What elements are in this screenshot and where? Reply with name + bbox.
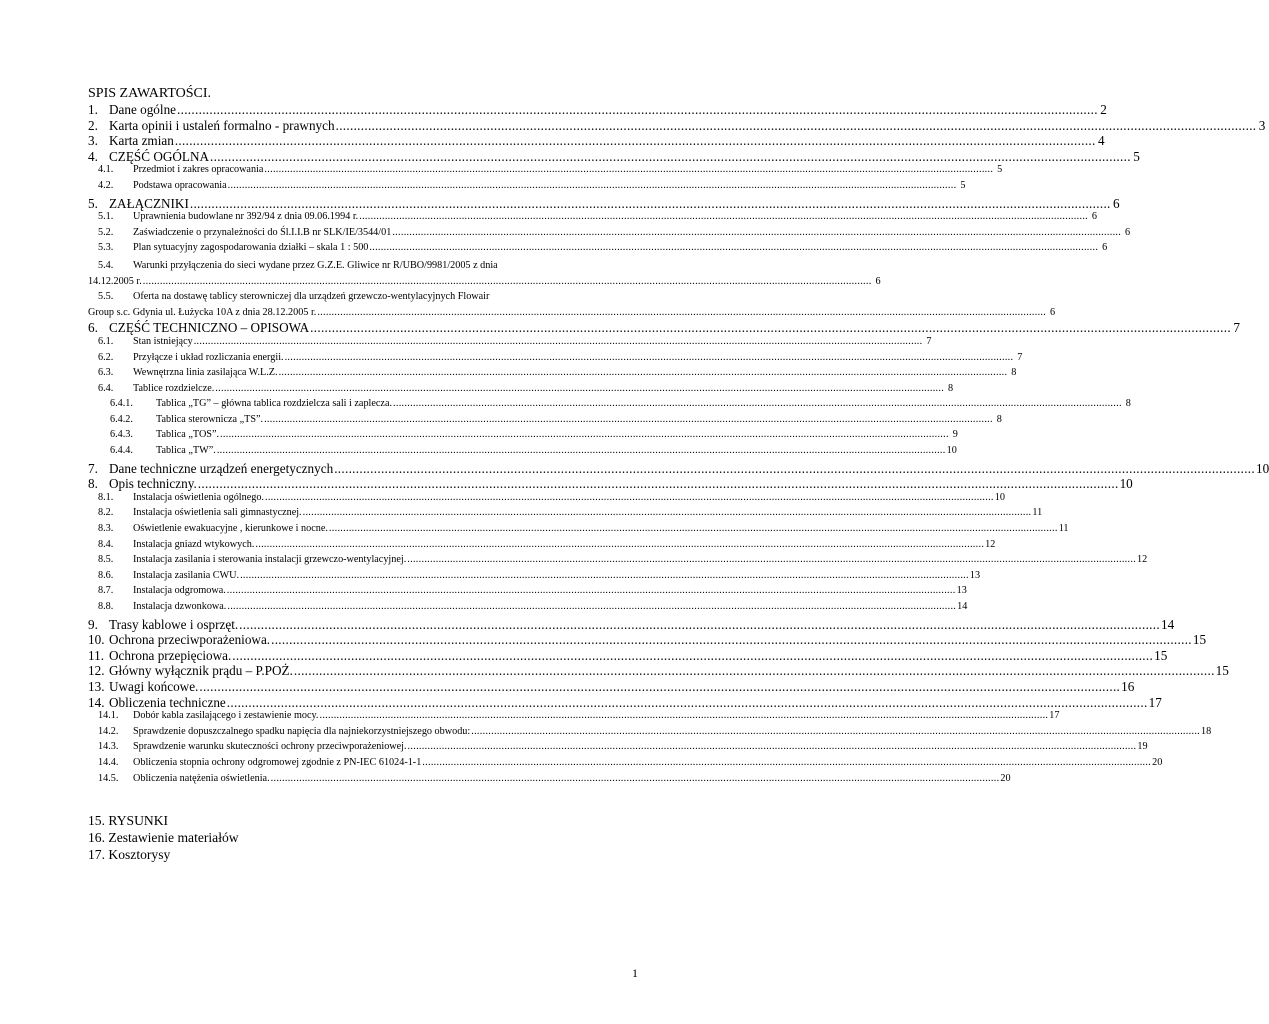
toc-entry	[88, 242, 1108, 258]
toc-entry-title: Podstawa opracowania	[133, 179, 227, 191]
toc-entry	[88, 179, 966, 196]
toc-entry-number: 14.4.	[98, 756, 119, 768]
toc-leader-dots	[210, 149, 1131, 165]
toc-entry-title: Tablice rozdzielcze.	[133, 382, 215, 394]
toc-entry-title: Instalacja oświetlenia ogólnego.	[133, 491, 264, 503]
toc-leader-dots	[217, 445, 946, 456]
toc-entry-title: Uwagi końcowe.	[109, 678, 199, 694]
toc-entry-page: 13	[969, 569, 981, 581]
toc-leader-dots	[264, 164, 993, 175]
toc-entry	[88, 148, 1140, 165]
toc-leader-dots	[310, 320, 1231, 336]
toc-entry-page: 8	[996, 413, 1002, 425]
toc-entry-page: 5	[997, 164, 1003, 176]
toc-entry-page: 12	[985, 538, 996, 550]
toc-entry-title: Warunki przyłączenia do sieci wydane przez G.Z.E. Gliwice nr R/UBO/9981/2005 z dnia	[133, 259, 498, 271]
toc-entry	[88, 476, 1133, 492]
toc-entry-title: Sprawdzenie dopuszczalnego spadku napięcia dla najniekorzystniejszego obwodu:	[133, 725, 471, 737]
extra-section: 16. Zestawienie materiałów	[88, 830, 239, 845]
toc-entry-title: Obliczenia natężenia oświetlenia.	[133, 772, 270, 784]
toc-entry-title: Tablica „TW”.	[156, 445, 216, 457]
toc-leader-dots	[228, 180, 957, 191]
toc-leader-dots	[329, 523, 1058, 534]
toc-entry-page: 17	[1148, 694, 1162, 710]
toc-entry-title: Obliczenia stopnia ochrony odgromowej zgodnie z PN-IEC 61024-1-1	[133, 756, 422, 768]
toc-leader-dots	[177, 102, 1098, 118]
toc-entry	[88, 289, 1056, 320]
toc-entry-number: 8.5.	[98, 554, 114, 566]
toc-entry-number: 6.4.2.	[110, 413, 133, 425]
toc-entry-title: Przedmiot i zakres opracowania	[133, 164, 264, 176]
toc-entry-title: Karta opinii i ustaleń formalno - prawnych	[109, 117, 335, 133]
toc-leader-dots	[227, 585, 956, 596]
toc-entry	[88, 382, 954, 399]
toc-leader-dots	[303, 507, 1032, 518]
toc-entry	[88, 335, 932, 352]
toc-entry-number: 6.3.	[98, 367, 114, 379]
toc-entry-number: 5.5.	[98, 291, 114, 303]
toc-entry	[88, 523, 1069, 539]
toc-entry-number: 8.7.	[98, 585, 114, 597]
toc-entry-title: Wewnętrzna linia zasilająca W.L.Z.	[133, 367, 278, 379]
toc-entry-number: 5.2.	[98, 226, 114, 238]
toc-entry-number: 8.2.	[98, 507, 114, 519]
toc-entry-number: 6.4.1.	[110, 398, 133, 410]
toc-entry-title: Instalacja dzwonkowa.	[133, 601, 227, 612]
toc-entry-title: Uprawnienia budowlane nr 392/94 z dnia 09.06.1994 r.	[133, 211, 359, 223]
toc-entry-title: Tablica „TOS”.	[156, 429, 220, 441]
toc-leader-dots	[392, 227, 1121, 238]
toc-entry-number: 14.2.	[98, 725, 119, 737]
toc-entry-page: 10	[1255, 460, 1269, 476]
toc-entry	[88, 694, 1162, 711]
toc-entry-title: Karta zmian	[109, 133, 174, 149]
toc-entry-number: 6.4.4.	[110, 445, 133, 457]
toc-entry	[88, 756, 1163, 773]
toc-leader-dots	[265, 492, 994, 503]
toc-entry-page: 16	[1121, 678, 1135, 694]
toc-entry-page: 6	[1091, 211, 1098, 223]
toc-entry	[88, 211, 1098, 227]
toc-entry-page: 9	[952, 429, 958, 441]
toc-leader-dots	[190, 196, 1111, 212]
toc-entry-page: 13	[956, 585, 967, 597]
toc-entry	[88, 710, 1060, 726]
toc-leader-dots	[199, 679, 1120, 695]
extra-sections	[88, 812, 239, 863]
toc-entry-title: Oświetlenie ewakuacyjne , kierunkowe i nocne.	[133, 523, 328, 535]
toc-leader-dots	[220, 429, 949, 440]
toc-leader-dots	[285, 352, 1014, 363]
toc-entry-number: 9.	[88, 616, 98, 632]
toc-entry-title: Sprawdzenie warunku skuteczności ochrony przeciwporażeniowej.	[133, 741, 407, 753]
toc-entry-page: 11	[1058, 523, 1069, 535]
toc-entry-number: 1.	[88, 102, 98, 117]
toc-leader-dots	[393, 398, 1122, 409]
toc-entry-title: Główny wyłącznik prądu – P.POŻ.	[109, 663, 293, 679]
toc-entry-title: Ochrona przeciwporażeniowa.	[109, 632, 271, 648]
toc-leader-dots	[369, 242, 1098, 253]
toc-entry-page: 12	[1137, 554, 1148, 566]
toc-entry-title: Instalacja gniazd wtykowych.	[133, 538, 255, 550]
toc-entry-page: 5	[960, 179, 966, 191]
toc-entry-number: 8.6.	[98, 569, 114, 581]
toc-entry	[88, 398, 1131, 414]
toc-entry-number: 5.	[88, 195, 98, 211]
toc-entry-number: 8.1.	[98, 491, 114, 503]
toc-leader-dots	[334, 461, 1255, 477]
toc-rows	[88, 102, 1269, 788]
toc-entry-number: 6.2.	[98, 351, 114, 363]
toc-leader-dots	[279, 367, 1008, 378]
toc-entry-title-continued: 14.12.2005 r.	[88, 275, 142, 287]
toc-leader-dots	[271, 773, 1000, 784]
toc-entry-title: Oferta na dostawę tablicy sterowniczej dla urządzeń grzewczo-wentylacyjnych Flowair	[133, 291, 490, 303]
toc-leader-dots	[271, 632, 1192, 648]
toc-leader-dots	[407, 554, 1136, 565]
toc-entry	[88, 195, 1120, 212]
toc-entry-title: Ochrona przepięciowa.	[109, 647, 232, 663]
toc-entry-number: 4.1.	[98, 164, 114, 176]
toc-entry-page: 6	[875, 275, 881, 287]
toc-entry-title: Instalacja oświetlenia sali gimnastycznej.	[133, 507, 302, 519]
toc-entry-title: CZĘŚĆ OGÓLNA	[109, 148, 210, 164]
toc-entry-number: 12.	[88, 663, 105, 679]
toc-entry-title: Obliczenia techniczne	[109, 694, 226, 710]
toc-entry-title: Instalacja odgromowa.	[133, 585, 226, 597]
toc-entry-page: 14	[957, 601, 968, 612]
toc-leader-dots	[227, 695, 1148, 711]
toc-entry	[88, 164, 1003, 180]
toc-entry	[88, 585, 967, 601]
toc-entry-number: 6.1.	[98, 335, 114, 347]
toc-entry	[88, 429, 958, 445]
toc-entry	[88, 460, 1269, 477]
toc-entry-page: 15	[1154, 647, 1168, 663]
toc-entry-page: 2	[1100, 102, 1107, 117]
toc-entry-title: Instalacja zasilania CWU.	[133, 569, 240, 581]
toc-entry	[88, 554, 1148, 570]
toc-entry-title: Stan istniejący	[133, 335, 193, 347]
toc-leader-dots	[227, 601, 956, 612]
toc-entry	[88, 569, 981, 586]
toc-entry	[88, 741, 1148, 757]
toc-entry-number: 14.1.	[98, 710, 119, 722]
toc-entry-title: Plan sytuacyjny zagospodarowania działki – skala 1 : 500	[133, 242, 369, 254]
toc-leader-dots	[194, 336, 923, 347]
toc-entry-title: Dobór kabla zasilającego i zestawienie mocy.	[133, 710, 319, 722]
toc-entry-page: 6	[1050, 306, 1056, 318]
toc-entry-title: Trasy kablowe i osprzęt.	[109, 616, 239, 632]
toc-entry-page: 7	[1017, 351, 1023, 363]
toc-entry	[88, 258, 881, 289]
toc-entry-page: 8	[1125, 398, 1131, 410]
toc-entry-number: 4.2.	[98, 179, 114, 191]
toc-entry	[88, 507, 1043, 523]
toc-entry-number: 5.4.	[98, 259, 114, 271]
toc-entry-number: 8.4.	[98, 538, 114, 550]
toc-entry-page: 11	[1032, 507, 1043, 519]
toc-entry-number: 8.3.	[98, 523, 114, 535]
toc-entry-page: 8	[1011, 367, 1017, 379]
toc-entry-title: Tablica „TG” – główna tablica rozdzielcza sali i zaplecza.	[156, 398, 393, 410]
toc-entry-number: 11.	[88, 647, 104, 663]
toc-entry	[88, 632, 1207, 648]
toc-entry-page: 20	[1152, 756, 1163, 768]
toc-entry-number: 13.	[88, 678, 105, 694]
toc-entry	[88, 601, 968, 617]
toc-entry-page: 15	[1215, 663, 1229, 679]
toc-entry-page: 15	[1192, 632, 1207, 648]
toc-entry-page: 14	[1160, 616, 1175, 632]
toc-entry-title-continued: Group s.c. Gdynia ul. Łużycka 10A z dnia 28.12.2005 r.	[88, 306, 317, 318]
toc-leader-dots	[239, 617, 1160, 633]
toc-entry	[88, 678, 1135, 695]
toc-heading: SPIS ZAWARTOŚCI.	[88, 86, 212, 101]
toc-entry-title: Instalacja zasilania i sterowania instalacji grzewczo-wentylacyjnej.	[133, 554, 407, 566]
toc-entry-title: CZĘŚĆ TECHNICZNO – OPISOWA	[109, 320, 310, 336]
toc-entry-title: Dane techniczne urządzeń energetycznych	[109, 460, 334, 476]
toc-entry-page: 6	[1113, 195, 1120, 211]
toc-leader-dots	[471, 726, 1200, 737]
toc-entry-page: 20	[1000, 772, 1011, 784]
toc-entry	[88, 102, 1107, 118]
toc-entry-title: Opis techniczny.	[109, 476, 197, 492]
toc-entry-number: 14.5.	[98, 772, 119, 784]
toc-entry-page: 6	[1125, 226, 1131, 238]
toc-entry	[88, 445, 957, 461]
toc-leader-dots	[232, 648, 1153, 664]
toc-entry	[88, 616, 1175, 633]
toc-entry-number: 6.4.3.	[110, 429, 133, 441]
toc-entry-title: Zaświadczenie o przynależności do Śl.I.I.B nr SLK/IE/3544/01	[133, 226, 392, 238]
toc-entry-number: 5.3.	[98, 242, 114, 254]
toc-entry-page: 10	[994, 491, 1005, 503]
toc-entry-page: 3	[1258, 117, 1266, 133]
toc-entry	[88, 647, 1168, 664]
toc-entry-title: Tablica sterownicza „TS”.	[156, 413, 264, 425]
toc-entry	[88, 351, 1023, 368]
toc-entry-page: 7	[926, 335, 932, 347]
toc-leader-dots	[408, 741, 1137, 752]
toc-entry	[88, 367, 1017, 383]
page-number: 1	[632, 966, 638, 980]
toc-leader-dots	[264, 414, 993, 425]
toc-entry-page: 17	[1049, 710, 1060, 722]
toc-entry-number: 7.	[88, 460, 98, 476]
toc-entry-number: 14.3.	[98, 741, 119, 753]
toc-entry-page: 7	[1233, 320, 1240, 336]
toc-entry-number: 3.	[88, 133, 98, 149]
toc-entry-number: 6.	[88, 320, 98, 336]
toc-entry	[88, 117, 1266, 134]
toc-leader-dots	[215, 383, 944, 394]
toc-leader-dots	[359, 211, 1088, 222]
toc-leader-dots	[198, 476, 1119, 492]
toc-entry	[88, 725, 1212, 742]
toc-entry-number: 10.	[88, 632, 105, 648]
toc-entry-number: 5.1.	[98, 211, 114, 223]
toc-entry-page: 6	[1102, 242, 1108, 254]
toc-entry-page: 18	[1201, 725, 1212, 737]
toc-leader-dots	[422, 757, 1151, 768]
toc-leader-dots	[255, 539, 984, 550]
toc-entry	[88, 663, 1229, 679]
toc-entry-number: 2.	[88, 117, 98, 133]
toc-entry	[88, 772, 1011, 789]
toc-leader-dots	[240, 570, 969, 581]
extra-section: 17. Kosztorysy	[88, 847, 171, 862]
toc-entry	[88, 413, 1002, 430]
toc-entry	[88, 226, 1131, 243]
toc-leader-dots	[317, 305, 1046, 321]
toc-entry-number: 8.	[88, 476, 98, 492]
toc-entry-page: 8	[948, 382, 954, 394]
toc-entry-page: 19	[1137, 741, 1148, 753]
toc-entry-page: 4	[1098, 133, 1105, 149]
toc-leader-dots	[294, 663, 1215, 679]
toc-leader-dots	[143, 274, 872, 290]
toc-entry-title: ZAŁĄCZNIKI	[109, 195, 189, 211]
toc-entry-number: 8.8.	[98, 601, 114, 612]
toc-entry	[88, 320, 1240, 336]
toc-leader-dots	[319, 710, 1048, 721]
toc-entry-page: 10	[1119, 476, 1133, 492]
toc-entry-page: 10	[946, 445, 957, 457]
toc-entry-number: 4.	[88, 148, 98, 164]
toc-entry	[88, 133, 1105, 149]
toc-entry-number: 6.4.	[98, 382, 114, 394]
toc-leader-dots	[175, 133, 1096, 149]
toc-entry	[88, 491, 1005, 508]
toc-entry-number: 14.	[88, 694, 105, 710]
toc-leader-dots	[336, 118, 1257, 134]
toc-entry-title: Przyłącze i układ rozliczania energii.	[133, 351, 284, 363]
toc-entry-title: Dane ogólne	[109, 102, 177, 117]
extra-section: 15. RYSUNKI	[88, 813, 169, 828]
toc-entry-page: 5	[1133, 148, 1140, 164]
table-of-contents	[88, 86, 1269, 788]
toc-entry	[88, 538, 996, 555]
